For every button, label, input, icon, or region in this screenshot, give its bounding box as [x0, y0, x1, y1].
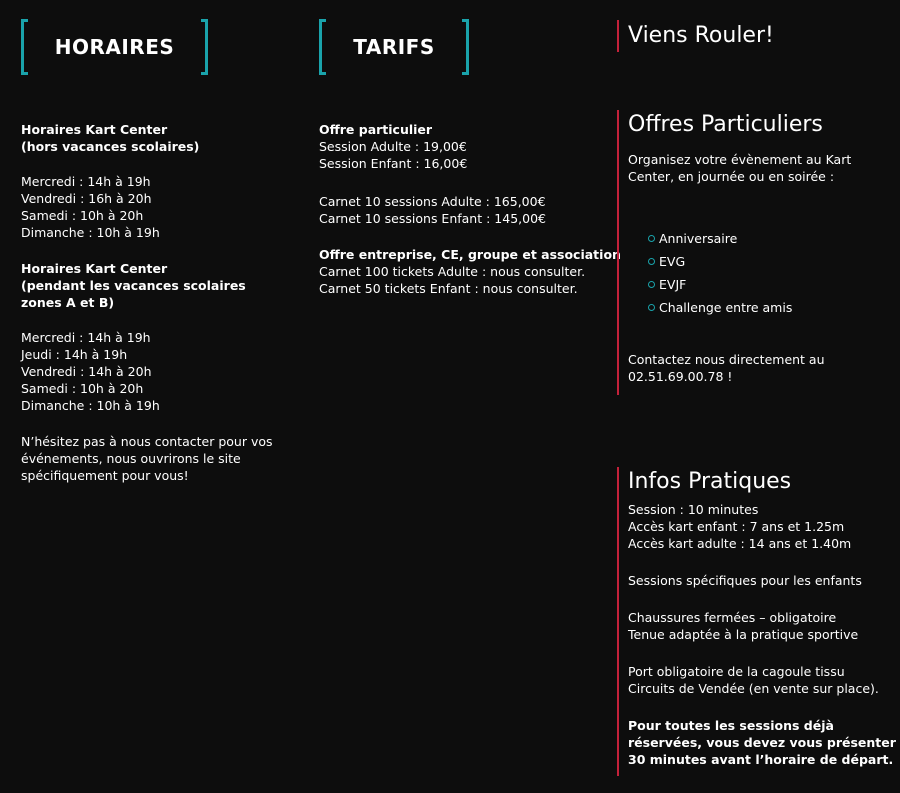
schedule-line: Samedi : 10h à 20h	[21, 381, 144, 396]
offres-title: Offres Particuliers	[628, 112, 823, 137]
info-warning: réservées, vous devez vous présenter	[628, 735, 896, 750]
tarifs-column	[319, 0, 621, 297]
schedule-line: Vendredi : 16h à 20h	[21, 191, 152, 206]
note-line: spécifiquement pour vous!	[21, 468, 189, 483]
contact-phone: 02.51.69.00.78 !	[628, 369, 733, 384]
price-line: Carnet 100 tickets Adulte : nous consulter.	[319, 264, 586, 279]
offer-title: Offre entreprise, CE, groupe et association	[319, 247, 621, 262]
price-line: Carnet 10 sessions Enfant : 145,00€	[319, 211, 546, 226]
tarifs-title: TARIFS	[353, 34, 435, 59]
schedule-line: Dimanche : 10h à 19h	[21, 398, 160, 413]
note-line: événements, nous ouvrirons le site	[21, 451, 241, 466]
offre-entreprise	[319, 246, 621, 297]
offres-list	[628, 230, 900, 316]
horaires-note	[21, 433, 291, 484]
info-line: Circuits de Vendée (en vente sur place).	[628, 681, 879, 696]
horaires-vacances	[21, 260, 291, 414]
list-item: Challenge entre amis	[648, 299, 900, 316]
price-line: Session Enfant : 16,00€	[319, 156, 468, 171]
tarifs-heading	[319, 19, 469, 75]
offres-intro: Center, en journée ou en soirée :	[628, 169, 835, 184]
bullet-icon	[648, 304, 655, 311]
schedule-line: Vendredi : 14h à 20h	[21, 364, 152, 379]
carnet-prices	[319, 193, 599, 227]
schedule-line: Jeudi : 14h à 19h	[21, 347, 128, 362]
horaires-hors-vacances	[21, 121, 291, 241]
bracket-right	[201, 19, 208, 75]
bracket-right	[462, 19, 469, 75]
horaires-column	[21, 0, 291, 484]
contact-line: Contactez nous directement au	[628, 352, 825, 367]
infos-title: Infos Pratiques	[628, 469, 792, 494]
info-line: Tenue adaptée à la pratique sportive	[628, 627, 859, 642]
info-warning: 30 minutes avant l’horaire de départ.	[628, 752, 894, 767]
list-item: EVJF	[648, 276, 900, 293]
note-line: N’hésitez pas à nous contacter pour vos	[21, 434, 273, 449]
price-line: Carnet 10 sessions Adulte : 165,00€	[319, 194, 546, 209]
horaires-heading	[21, 19, 208, 75]
info-line: Accès kart adulte : 14 ans et 1.40m	[628, 536, 852, 551]
schedule-line: Samedi : 10h à 20h	[21, 208, 144, 223]
schedule-line: Mercredi : 14h à 19h	[21, 330, 151, 345]
block-title: Horaires Kart Center	[21, 261, 168, 276]
info-line: Chaussures fermées – obligatoire	[628, 610, 837, 625]
infos-section	[617, 467, 900, 776]
schedule-line: Mercredi : 14h à 19h	[21, 174, 151, 189]
block-title: (hors vacances scolaires)	[21, 139, 200, 154]
price-line: Carnet 50 tickets Enfant : nous consulter.	[319, 281, 578, 296]
schedule-line: Dimanche : 10h à 19h	[21, 225, 160, 240]
viens-rouler-section	[617, 20, 900, 52]
offres-intro: Organisez votre évènement au Kart	[628, 152, 852, 167]
offre-particulier	[319, 121, 599, 172]
info-warning: Pour toutes les sessions déjà	[628, 718, 834, 733]
info-line: Session : 10 minutes	[628, 502, 759, 517]
horaires-title: HORAIRES	[54, 34, 175, 59]
list-item: Anniversaire	[648, 230, 900, 247]
viens-rouler-title: Viens Rouler!	[628, 23, 774, 48]
bullet-icon	[648, 281, 655, 288]
list-item: EVG	[648, 253, 900, 270]
price-line: Session Adulte : 19,00€	[319, 139, 467, 154]
info-line: Port obligatoire de la cagoule tissu	[628, 664, 845, 679]
bullet-icon	[648, 235, 655, 242]
bullet-icon	[648, 258, 655, 265]
info-line: Sessions spécifiques pour les enfants	[628, 573, 862, 588]
offres-section	[617, 110, 900, 395]
block-title: Horaires Kart Center	[21, 122, 168, 137]
bracket-left	[319, 19, 326, 75]
block-title: (pendant les vacances scolaires	[21, 278, 246, 293]
info-line: Accès kart enfant : 7 ans et 1.25m	[628, 519, 845, 534]
offer-title: Offre particulier	[319, 122, 433, 137]
bracket-left	[21, 19, 28, 75]
block-title: zones A et B)	[21, 295, 115, 310]
